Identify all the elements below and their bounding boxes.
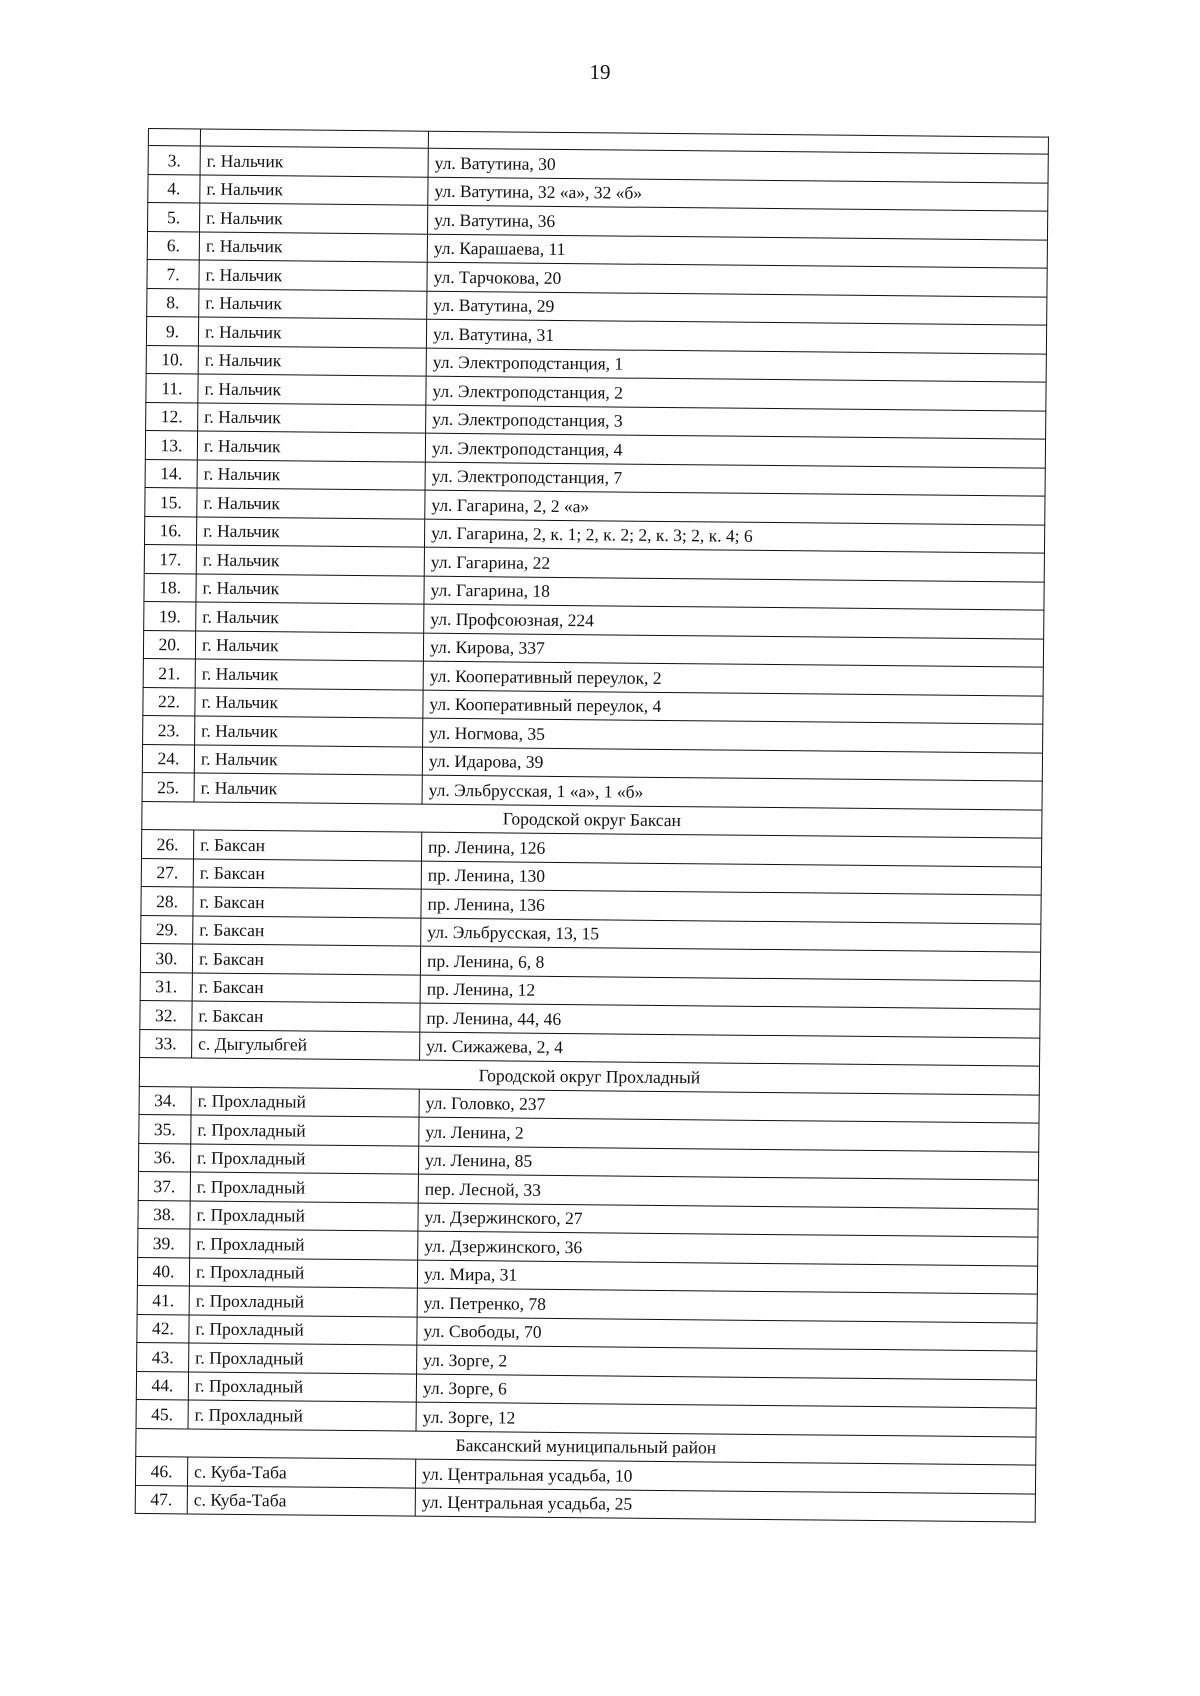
address-cell: ул. Гагарина, 18 <box>424 576 1044 610</box>
settlement-cell: г. Баксан <box>193 915 421 946</box>
address-cell: ул. Свободы, 70 <box>417 1317 1037 1351</box>
settlement-cell: г. Прохладный <box>191 1115 419 1146</box>
row-number: 11. <box>146 373 198 402</box>
row-number: 10. <box>146 345 198 374</box>
row-number: 27. <box>141 858 193 887</box>
settlement-cell: с. Куба-Таба <box>187 1457 415 1488</box>
row-number: 5. <box>148 203 200 232</box>
address-cell: ул. Центральная усадьба, 10 <box>415 1459 1035 1493</box>
row-number: 40. <box>137 1257 189 1286</box>
address-cell: ул. Ватутина, 30 <box>428 148 1048 182</box>
settlement-cell: г. Нальчик <box>197 459 425 490</box>
settlement-cell: г. Прохладный <box>191 1086 419 1117</box>
row-number: 30. <box>140 943 192 972</box>
address-cell: пр. Ленина, 126 <box>421 832 1041 866</box>
address-cell: ул. Дзержинского, 27 <box>418 1203 1038 1237</box>
settlement-cell: г. Нальчик <box>198 345 426 376</box>
address-cell: ул. Электроподстанция, 3 <box>426 405 1046 439</box>
settlement-cell: г. Нальчик <box>194 773 422 804</box>
settlement-cell: г. Баксан <box>192 972 420 1003</box>
settlement-cell: г. Нальчик <box>200 203 428 234</box>
row-number: 46. <box>135 1456 187 1485</box>
address-cell: ул. Гагарина, 2, 2 «а» <box>425 490 1045 524</box>
settlement-cell: с. Куба-Таба <box>187 1485 415 1516</box>
row-number: 23. <box>143 715 195 744</box>
row-number: 17. <box>144 544 196 573</box>
row-number: 22. <box>143 687 195 716</box>
settlement-cell: г. Прохладный <box>190 1200 418 1231</box>
settlement-cell: с. Дыгулыбгей <box>192 1029 420 1060</box>
row-number: 24. <box>142 744 194 773</box>
settlement-cell: г. Нальчик <box>199 260 427 291</box>
address-cell: пр. Ленина, 130 <box>421 861 1041 895</box>
address-cell: ул. Электроподстанция, 4 <box>425 433 1045 467</box>
row-number: 8. <box>147 288 199 317</box>
address-cell: ул. Головко, 237 <box>419 1089 1039 1123</box>
row-number: 12. <box>146 402 198 431</box>
address-table-container <box>135 128 1048 1523</box>
section-title: Городской округ Прохладный <box>139 1057 1039 1094</box>
address-cell: ул. Ватутина, 32 «а», 32 «б» <box>428 177 1048 211</box>
row-number: 41. <box>137 1285 189 1314</box>
address-cell: ул. Ленина, 2 <box>419 1117 1039 1151</box>
settlement-cell: г. Баксан <box>193 858 421 889</box>
row-number: 9. <box>146 316 198 345</box>
address-cell: ул. Петренко, 78 <box>417 1288 1037 1322</box>
settlement-cell: г. Прохладный <box>190 1172 418 1203</box>
settlement-cell: г. Нальчик <box>198 402 426 433</box>
address-cell: ул. Центральная усадьба, 25 <box>415 1488 1035 1522</box>
section-title: Городской округ Баксан <box>142 801 1042 838</box>
row-number: 25. <box>142 772 194 801</box>
row-number: 32. <box>140 1000 192 1029</box>
address-cell: пер. Лесной, 33 <box>418 1174 1038 1208</box>
settlement-cell: г. Прохладный <box>190 1229 418 1260</box>
address-cell: ул. Идарова, 39 <box>422 747 1042 781</box>
empty-cell <box>148 129 200 146</box>
row-number: 39. <box>138 1228 190 1257</box>
address-cell: ул. Электроподстанция, 1 <box>426 348 1046 382</box>
address-cell: ул. Гагарина, 22 <box>424 547 1044 581</box>
address-cell: ул. Эльбрусская, 13, 15 <box>421 918 1041 952</box>
row-number: 19. <box>144 601 196 630</box>
settlement-cell: г. Прохладный <box>189 1314 417 1345</box>
address-cell: ул. Ватутина, 29 <box>427 291 1047 325</box>
address-cell: ул. Кооперативный переулок, 4 <box>423 690 1043 724</box>
settlement-cell: г. Баксан <box>193 830 421 861</box>
address-cell: ул. Электроподстанция, 7 <box>425 462 1045 496</box>
row-number: 18. <box>144 573 196 602</box>
settlement-cell: г. Нальчик <box>199 231 427 262</box>
address-table <box>135 128 1049 1523</box>
address-cell: ул. Дзержинского, 36 <box>418 1231 1038 1265</box>
section-title: Баксанский муниципальный район <box>136 1428 1036 1465</box>
settlement-cell: г. Баксан <box>193 887 421 918</box>
page-number: 19 <box>589 60 611 84</box>
row-number: 14. <box>145 459 197 488</box>
address-cell: ул. Зорге, 2 <box>417 1345 1037 1379</box>
row-number: 4. <box>148 174 200 203</box>
settlement-cell: г. Нальчик <box>200 175 428 206</box>
settlement-cell: г. Нальчик <box>196 545 424 576</box>
settlement-cell: г. Прохладный <box>190 1143 418 1174</box>
row-number: 29. <box>141 915 193 944</box>
settlement-cell: г. Баксан <box>192 1001 420 1032</box>
row-number: 26. <box>141 829 193 858</box>
address-cell: ул. Ватутина, 36 <box>427 205 1047 239</box>
settlement-cell: г. Нальчик <box>197 488 425 519</box>
settlement-cell: г. Нальчик <box>195 630 423 661</box>
address-cell: ул. Зорге, 12 <box>416 1402 1036 1436</box>
row-number: 43. <box>137 1342 189 1371</box>
row-number: 34. <box>139 1086 191 1115</box>
row-number: 7. <box>147 259 199 288</box>
address-cell: ул. Эльбрусская, 1 «а», 1 «б» <box>422 775 1042 809</box>
row-number: 16. <box>145 516 197 545</box>
row-number: 38. <box>138 1200 190 1229</box>
address-cell: ул. Кооперативный переулок, 2 <box>423 661 1043 695</box>
row-number: 45. <box>136 1399 188 1428</box>
row-number: 44. <box>136 1371 188 1400</box>
address-cell: ул. Ногмова, 35 <box>423 718 1043 752</box>
address-cell: ул. Зорге, 6 <box>416 1374 1036 1408</box>
row-number: 42. <box>137 1314 189 1343</box>
row-number: 21. <box>143 658 195 687</box>
address-cell: пр. Ленина, 136 <box>421 889 1041 923</box>
settlement-cell: г. Нальчик <box>199 288 427 319</box>
settlement-cell: г. Нальчик <box>200 146 428 177</box>
settlement-cell: г. Прохладный <box>189 1343 417 1374</box>
address-cell: ул. Профсоюзная, 224 <box>424 604 1044 638</box>
settlement-cell: г. Прохладный <box>189 1286 417 1317</box>
settlement-cell: г. Нальчик <box>195 687 423 718</box>
address-cell: ул. Ватутина, 31 <box>426 319 1046 353</box>
row-number: 36. <box>138 1143 190 1172</box>
address-cell: пр. Ленина, 12 <box>420 975 1040 1009</box>
settlement-cell: г. Прохладный <box>189 1257 417 1288</box>
row-number: 20. <box>143 630 195 659</box>
settlement-cell: г. Прохладный <box>188 1371 416 1402</box>
address-cell: ул. Кирова, 337 <box>423 633 1043 667</box>
settlement-cell: г. Нальчик <box>198 317 426 348</box>
row-number: 15. <box>145 487 197 516</box>
settlement-cell: г. Нальчик <box>196 602 424 633</box>
settlement-cell: г. Нальчик <box>198 374 426 405</box>
settlement-cell: г. Нальчик <box>195 716 423 747</box>
address-cell: пр. Ленина, 6, 8 <box>420 946 1040 980</box>
settlement-cell: г. Нальчик <box>194 744 422 775</box>
address-cell: ул. Тарчокова, 20 <box>427 262 1047 296</box>
row-number: 47. <box>135 1485 187 1514</box>
address-cell: ул. Мира, 31 <box>417 1260 1037 1294</box>
address-cell: ул. Электроподстанция, 2 <box>426 376 1046 410</box>
row-number: 35. <box>139 1114 191 1143</box>
address-cell: пр. Ленина, 44, 46 <box>420 1003 1040 1037</box>
settlement-cell: г. Нальчик <box>195 659 423 690</box>
settlement-cell: г. Нальчик <box>196 516 424 547</box>
row-number: 13. <box>145 430 197 459</box>
settlement-cell: г. Прохладный <box>188 1400 416 1431</box>
row-number: 33. <box>140 1029 192 1058</box>
address-cell: ул. Карашаева, 11 <box>427 234 1047 268</box>
row-number: 28. <box>141 886 193 915</box>
empty-cell <box>200 129 428 148</box>
settlement-cell: г. Баксан <box>192 944 420 975</box>
row-number: 37. <box>138 1171 190 1200</box>
row-number: 3. <box>148 146 200 175</box>
address-cell: ул. Гагарина, 2, к. 1; 2, к. 2; 2, к. 3; 2, к. 4; 6 <box>424 519 1044 553</box>
settlement-cell: г. Нальчик <box>196 573 424 604</box>
settlement-cell: г. Нальчик <box>197 431 425 462</box>
address-cell: ул. Сижажева, 2, 4 <box>420 1032 1040 1066</box>
address-table-body <box>135 129 1048 1523</box>
row-number: 6. <box>147 231 199 260</box>
row-number: 31. <box>140 972 192 1001</box>
address-cell: ул. Ленина, 85 <box>418 1146 1038 1180</box>
